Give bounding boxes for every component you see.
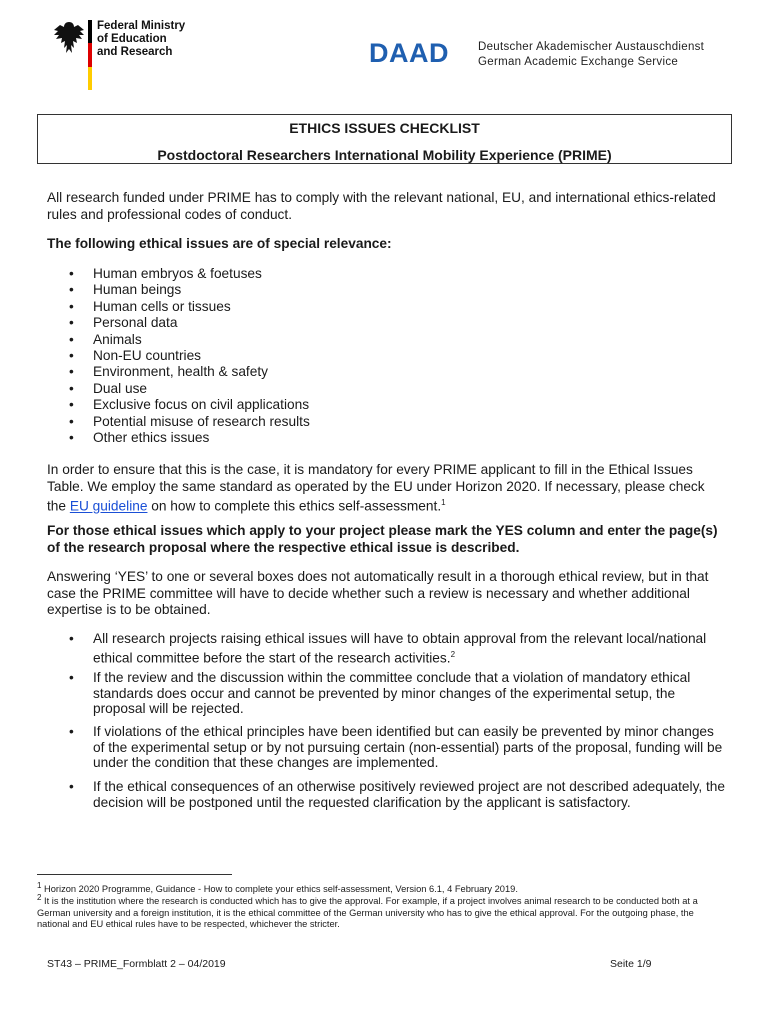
daad-full-name: Deutscher Akademischer Austauschdienst German Academic Exchange Service: [478, 41, 705, 68]
list-item: • Exclusive focus on civil applications: [69, 397, 310, 413]
list-item: • Human beings: [69, 282, 182, 298]
intro-paragraph: All research funded under PRIME has to comply with the relevant national, EU, and international ethics-related rules and professional codes of conduct.: [47, 190, 716, 222]
mandatory-paragraph: In order to ensure that this is the case, it is mandatory for every PRIME applicant to fill in the Ethical Issues Table. We employ the same standard as operated by the EU under Horizon 2020. If necessary, please check the EU guideline on how to complete this ethics self-assessment.$^1$: [47, 462, 705, 514]
list-item: • Human cells or tissues: [69, 298, 231, 314]
instruction-paragraph: For those ethical issues which apply to your project please mark the YES column and enter the page(s) of the research proposal where the respective ethical issue is described.: [47, 523, 718, 555]
list-item: • All research projects raising ethical issues will have to obtain approval from the relevant local/national ethical committee before the start of the research activities.$^2$: [69, 631, 707, 666]
list-item: • Environment, health & safety: [69, 364, 268, 380]
list-item: • Non-EU countries: [69, 348, 202, 364]
list-item: • Human embryos & foetuses: [69, 266, 262, 281]
title-box: [37, 114, 732, 164]
federal-eagle-icon: [52, 20, 86, 56]
list-item: • Potential misuse of research results: [69, 413, 310, 429]
footnote-2: $^2$ It is the institution where the research is conducted which has to give the approval. For example, if a project involves animal research to be conducted both at a German university and a foreign institution, it is the ethical committee of the German university who has to give the ethical approval. For the outgoing phase, the national and EU ethical rules have to be respected, whichever the stricter.: [37, 893, 698, 930]
list-item: • If the ethical consequences of an otherwise positively reviewed project are not described adequately, the decision will be postponed until the requested clarification by the applicant is satisfactory.: [69, 779, 726, 810]
answering-paragraph: Answering ‘YES’ to one or several boxes does not automatically result in a thorough ethical review, but in that case the PRIME committee will have to decide whether such a review is necessary and whether additional expertise is to be obtained.: [47, 569, 709, 617]
form-reference: ST43 – PRIME_Formblatt 2 – 04/2019: [47, 958, 226, 970]
list-item: • Personal data: [69, 315, 178, 331]
document-title: ETHICS ISSUES CHECKLIST: [289, 120, 480, 136]
page-header: [0, 0, 770, 100]
list-item: • Animals: [69, 331, 142, 347]
eu-guideline-link[interactable]: EU guideline: [69, 498, 148, 514]
footnote-1: $^1$ Horizon 2020 Programme, Guidance - How to complete your ethics self-assessment, Version 6.1, 4 February 2019.: [37, 881, 518, 895]
list-item: • If violations of the ethical principles have been identified but can easily be prevented by minor changes of the experimental setup or by not pursuing certain (non-essential) parts of the proposal, funding will be under the condition that these changes are implemented.: [69, 724, 723, 770]
page-number: Seite 1/9: [610, 958, 652, 970]
list-item: • Dual use: [69, 380, 148, 396]
daad-logo: DAAD: [369, 38, 449, 68]
german-flag-bar: [88, 20, 92, 90]
list-item: • If the review and the discussion within the committee conclude that a violation of mandatory ethical standards does occur and cannot be prevented by minor changes of the experimental setup, the proposal will be rejected.: [69, 670, 691, 716]
ethical-issues-list: [47, 266, 687, 446]
issues-heading: The following ethical issues are of special relevance:: [47, 236, 392, 251]
ministry-name: Federal Ministry of Education and Research: [97, 20, 186, 58]
list-item: • Other ethics issues: [69, 430, 210, 446]
document-subtitle: Postdoctoral Researchers International Mobility Experience (PRIME): [157, 147, 612, 163]
footnote-divider: [37, 874, 232, 875]
